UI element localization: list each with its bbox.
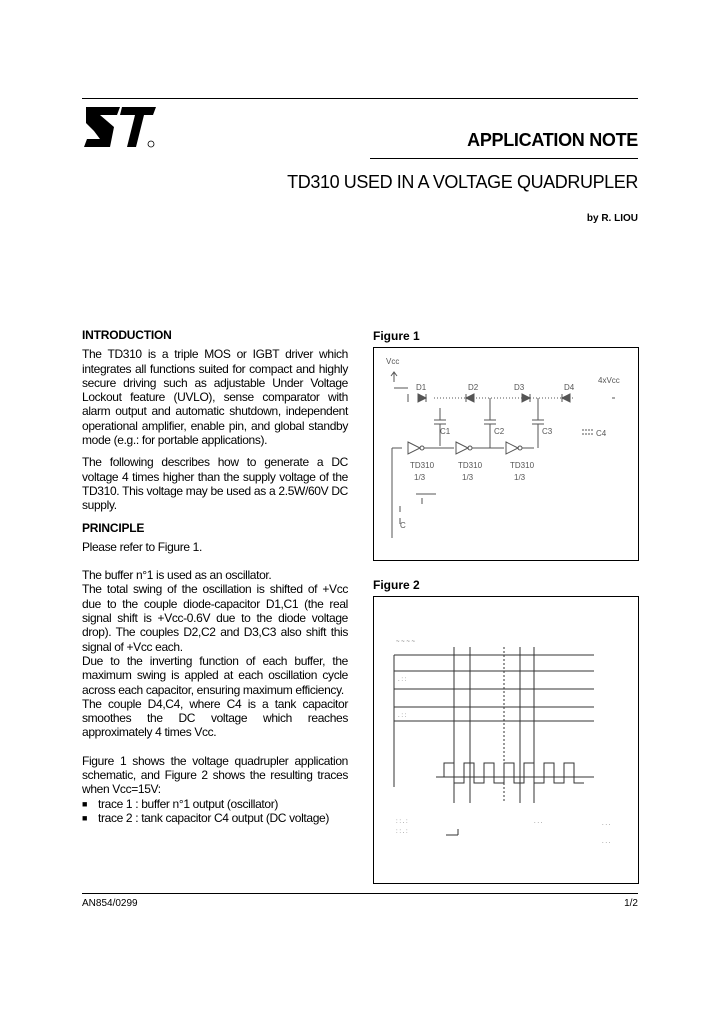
- st-logo: [84, 103, 156, 151]
- figure-1-label: Figure 1: [373, 329, 420, 343]
- d1-label: D1: [416, 383, 427, 392]
- vcc-label: Vcc: [386, 357, 400, 366]
- figure-2-label: Figure 2: [373, 578, 420, 592]
- buffer-2-fraction: 1/3: [462, 473, 474, 482]
- app-note-label: APPLICATION NOTE: [467, 130, 638, 150]
- c4-label: C4: [596, 429, 607, 438]
- bullet-icon: ■: [82, 812, 88, 823]
- svg-text:~ ~ ~ ~: ~ ~ ~ ~: [396, 639, 416, 645]
- oscilloscope-traces: [374, 597, 638, 883]
- principle-paragraph-1: Please refer to Figure 1.: [82, 539, 202, 554]
- c3-label: C3: [542, 427, 553, 436]
- title-rule: [370, 158, 638, 159]
- principle-paragraph-6: Figure 1 shows the voltage quadrupler application schematic, and Figure 2 shows the resulting traces when Vcc=15V:: [82, 753, 348, 797]
- svg-text:. . .: . . .: [602, 821, 611, 827]
- principle-paragraph-4: Due to the inverting function of each buffer, the maximum swing is appled at each oscillation cycle across each capacitor, ensuring maximum efficiency.: [82, 653, 348, 697]
- principle-paragraph-5: The couple D4,C4, where C4 is a tank capacitor smoothes the DC voltage which reaches approximately 4 times Vcc.: [82, 696, 348, 740]
- svg-text:. : :: . : :: [398, 713, 407, 719]
- buffer-1-label: TD310: [410, 461, 435, 470]
- osc-cap-label: C: [400, 521, 406, 530]
- output-label: 4xVcc: [598, 376, 620, 385]
- buffer-3-fraction: 1/3: [514, 473, 526, 482]
- list-item: ■ trace 2 : tank capacitor C4 output (DC voltage): [82, 810, 330, 825]
- svg-text:. . .: . . .: [534, 819, 543, 825]
- header-rule: [82, 98, 638, 99]
- bullet-icon: ■: [82, 798, 88, 809]
- svg-text:: : . :: : : . :: [396, 829, 408, 835]
- document-id: AN854/0299: [82, 898, 138, 909]
- svg-text:: : . :: : : . :: [396, 819, 408, 825]
- buffer-1-fraction: 1/3: [414, 473, 426, 482]
- d2-label: D2: [468, 383, 479, 392]
- intro-paragraph-1: The TD310 is a triple MOS or IGBT driver which integrates all functions suited for compact and highly secure driving such as adjustable Under Voltage Lockout feature (UVLO), sense comparator with alarm output and automatic shutdown, independent operational amplifier, enable pin, and global standby mode (e.g.: for portable applications).: [82, 347, 348, 448]
- svg-text:. . .: . . .: [602, 839, 611, 845]
- principle-heading: PRINCIPLE: [82, 520, 145, 535]
- d4-label: D4: [564, 383, 575, 392]
- buffer-3-label: TD310: [510, 461, 535, 470]
- figure-2-traces: [373, 596, 639, 884]
- principle-paragraph-3: The total swing of the oscillation is shifted of +Vcc due to the couple diode-capacitor D1,C1 (the real signal shift is +Vcc-0.6V due to the diode voltage drop). The couples D2,C2 and D3,C3 also shift this signal of +Vcc each.: [82, 582, 348, 654]
- left-column: [82, 328, 348, 825]
- principle-paragraph-2: The buffer n°1 is used as an oscillator.: [82, 568, 272, 583]
- intro-paragraph-2: The following describes how to generate a DC voltage 4 times higher than the supply voltage of the TD310. This voltage may be used as a 2.5W/60V DC supply.: [82, 455, 348, 513]
- d3-label: D3: [514, 383, 525, 392]
- list-item: ■ trace 1 : buffer n°1 output (oscillator): [82, 796, 279, 811]
- c2-label: C2: [494, 427, 505, 436]
- figure-1-schematic: [373, 347, 639, 561]
- intro-heading: INTRODUCTION: [82, 328, 172, 342]
- buffer-2-label: TD310: [458, 461, 483, 470]
- author: by R. LIOU: [586, 213, 638, 224]
- page-title: TD310 USED IN A VOLTAGE QUADRUPLER: [287, 172, 638, 192]
- schematic-diagram: [374, 348, 638, 560]
- footer-rule: [82, 893, 638, 894]
- page-number: 1/2: [624, 898, 638, 909]
- c1-label: C1: [440, 427, 451, 436]
- svg-text:. : :: . : :: [398, 677, 407, 683]
